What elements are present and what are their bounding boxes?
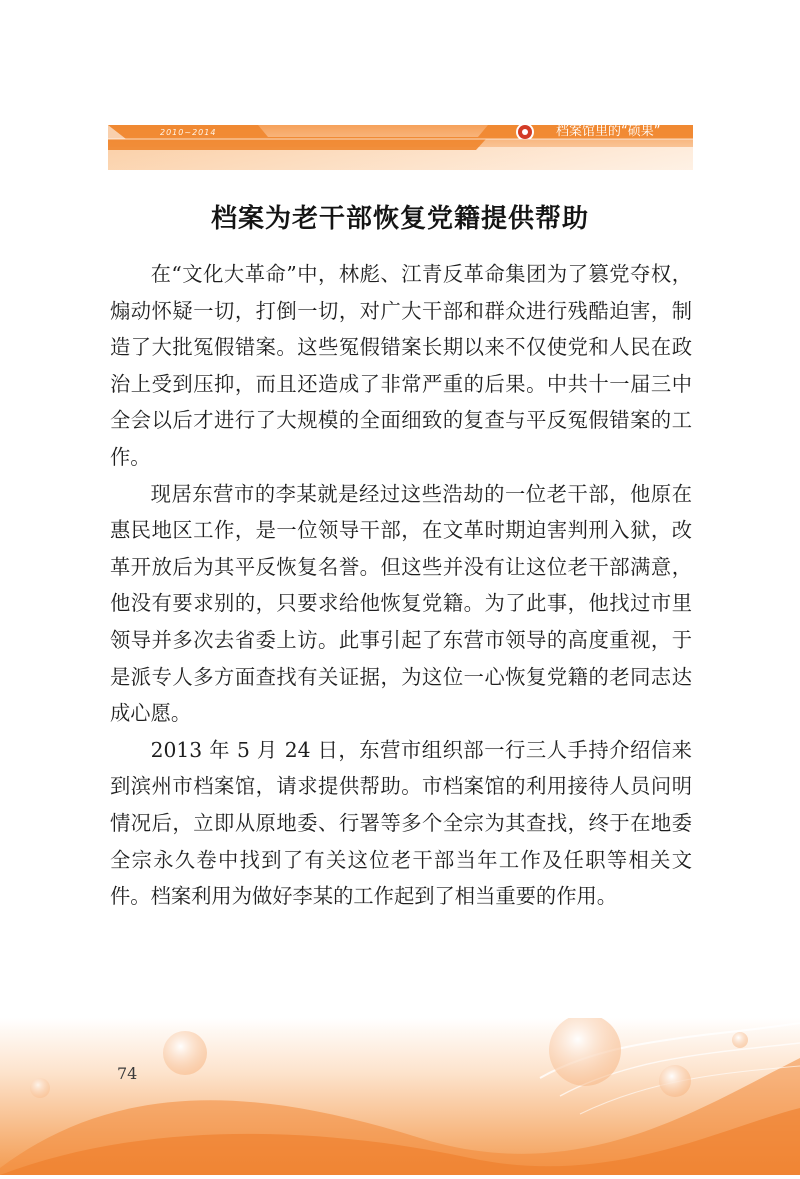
paragraph: 2013 年 5 月 24 日，东营市组织部一行三人手持介绍信来到滨州市档案馆，请求提供帮助。市档案馆的利用接待人员问明情况后，立即从原地委、行署等多个全宗为其查找，终于在地委全宗永久卷中找到了有关这位老干部当年工作及任职等相关文件。档案利用为做好李某的工作起到了相当重要的作用。 [110,737,692,909]
emblem-icon [514,125,536,139]
paragraph: 在“文化大革命”中，林彪、江青反革命集团为了篡党夺权，煽动怀疑一切，打倒一切，对广大干部和群众进行残酷迫害，制造了大批冤假错案。这些冤假错案长期以来不仅使党和人民在政治上受到压抑，而且还造成了非常严重的后果。中共十一届三中全会以后才进行了大规模的全面细致的复查与平反冤假错案的工作。 [110,262,692,469]
page-number: 74 [117,1064,138,1083]
article-body [110,256,692,915]
footer-decoration [0,1018,800,1175]
header-years: 2010~2014 [160,128,217,137]
article-title: 档案为老干部恢复党籍提供帮助 [210,204,589,234]
paragraph: 现居东营市的李某就是经过这些浩劫的一位老干部，他原在惠民地区工作，是一位领导干部，在文革时期迫害判刑入狱，改革开放后为其平反恢复名誉。但这些并没有让这位老干部满意，他没有要求别的，只要求给他恢复党籍。为了此事，他找过市里领导并多次去省委上访。此事引起了东营市领导的高度重视，于是派专人多方面查找有关证据，为这位一心恢复党籍的老同志达成心愿。 [110,481,692,726]
header-band [108,125,693,170]
header-section-title: 档案馆里的“硕果” [556,125,661,137]
